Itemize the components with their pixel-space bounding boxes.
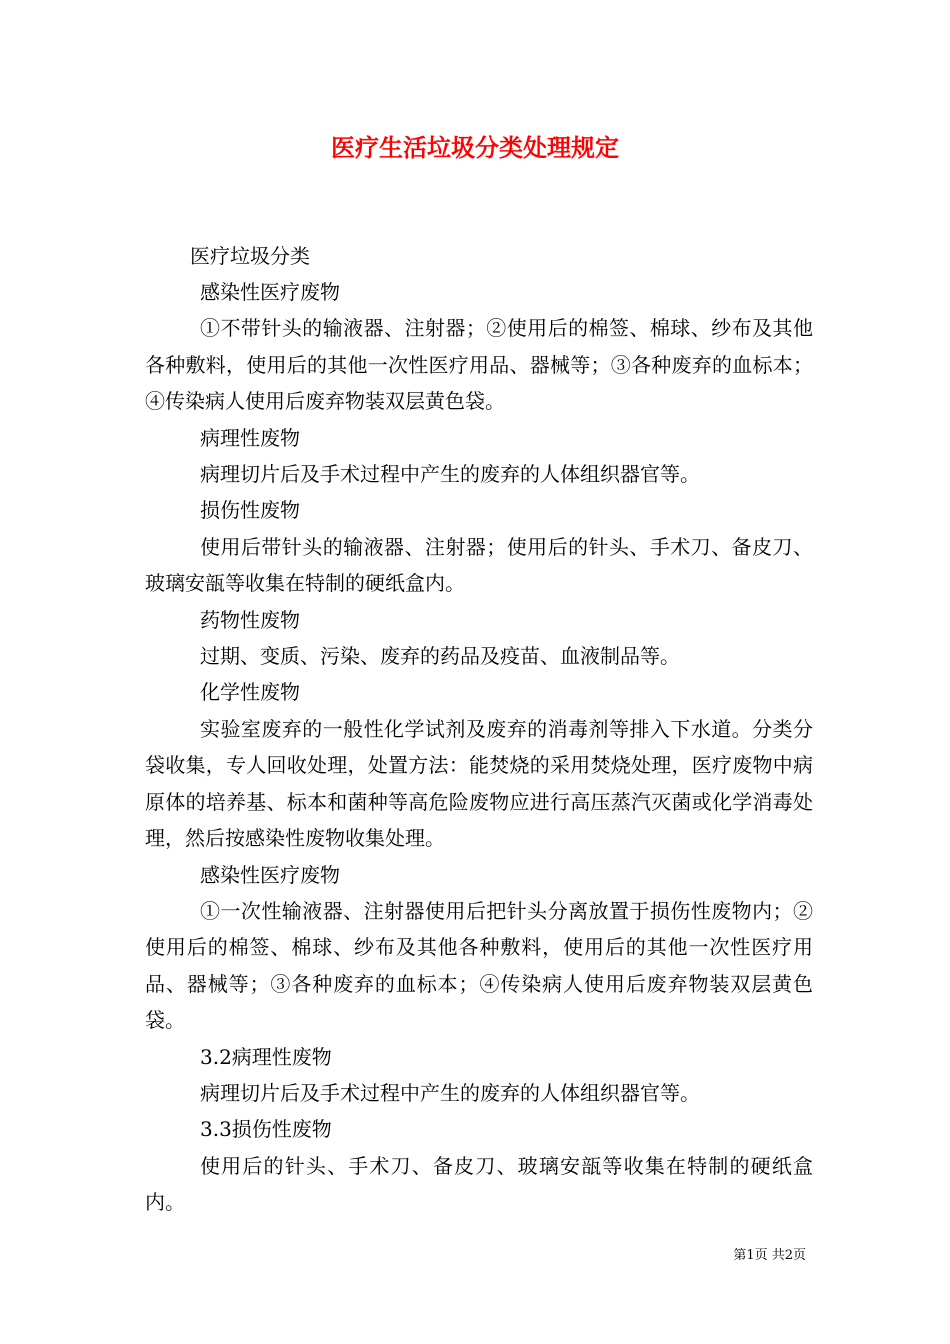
paragraph-sharps-waste: 使用后带针头的输液器、注射器；使用后的针头、手术刀、备皮刀、玻璃安瓿等收集在特制的硬纸盒内。 bbox=[145, 534, 813, 596]
subheading-pharmaceutical-waste: 药物性废物 bbox=[200, 607, 300, 632]
paragraph-pharmaceutical-waste: 过期、变质、污染、废弃的药品及疫苗、血液制品等。 bbox=[200, 644, 680, 669]
paragraph-infectious-waste: ①不带针头的输液器、注射器；②使用后的棉签、棉球、纱布及其他各种敷料，使用后的其他一次性医疗用品、器械等；③各种废弃的血标本；④传染病人使用后废弃物装双层黄色袋。 bbox=[145, 316, 813, 414]
page-title: 医疗生活垃圾分类处理规定 bbox=[331, 133, 619, 162]
paragraph-pathological-waste: 病理切片后及手术过程中产生的废弃的人体组织器官等。 bbox=[200, 462, 700, 487]
subheading-infectious-waste-2: 感染性医疗废物 bbox=[200, 862, 340, 887]
subheading-sharps-waste: 损伤性废物 bbox=[200, 498, 300, 523]
subheading-sharps-waste-3-3: 3.3损伤性废物 bbox=[200, 1117, 332, 1142]
subheading-pathological-waste: 病理性废物 bbox=[200, 425, 300, 450]
page-number: 第1页 共2页 bbox=[733, 1248, 806, 1263]
subheading-chemical-waste: 化学性废物 bbox=[200, 680, 300, 705]
paragraph-sharps-waste-2: 使用后的针头、手术刀、备皮刀、玻璃安瓿等收集在特制的硬纸盒内。 bbox=[145, 1153, 813, 1215]
paragraph-infectious-waste-2: ①一次性输液器、注射器使用后把针头分离放置于损伤性废物内；②使用后的棉签、棉球、纱布及其他各种敷料，使用后的其他一次性医疗用品、器械等；③各种废弃的血标本；④传染病人使用后废弃物装双层黄色袋。 bbox=[145, 898, 813, 1033]
paragraph-pathological-waste-2: 病理切片后及手术过程中产生的废弃的人体组织器官等。 bbox=[200, 1080, 700, 1105]
paragraph-chemical-waste: 实验室废弃的一般性化学试剂及废弃的消毒剂等排入下水道。分类分袋收集，专人回收处理，处置方法：能焚烧的采用焚烧处理，医疗废物中病原体的培养基、标本和菌种等高危险废物应进行高压蒸汽灭菌或化学消毒处理，然后按感染性废物收集处理。 bbox=[145, 716, 813, 851]
section-heading: 医疗垃圾分类 bbox=[190, 244, 310, 268]
document-body bbox=[145, 274, 813, 1221]
subheading-infectious-waste: 感染性医疗废物 bbox=[200, 280, 340, 304]
subheading-pathological-waste-3-2: 3.2病理性废物 bbox=[200, 1044, 332, 1069]
